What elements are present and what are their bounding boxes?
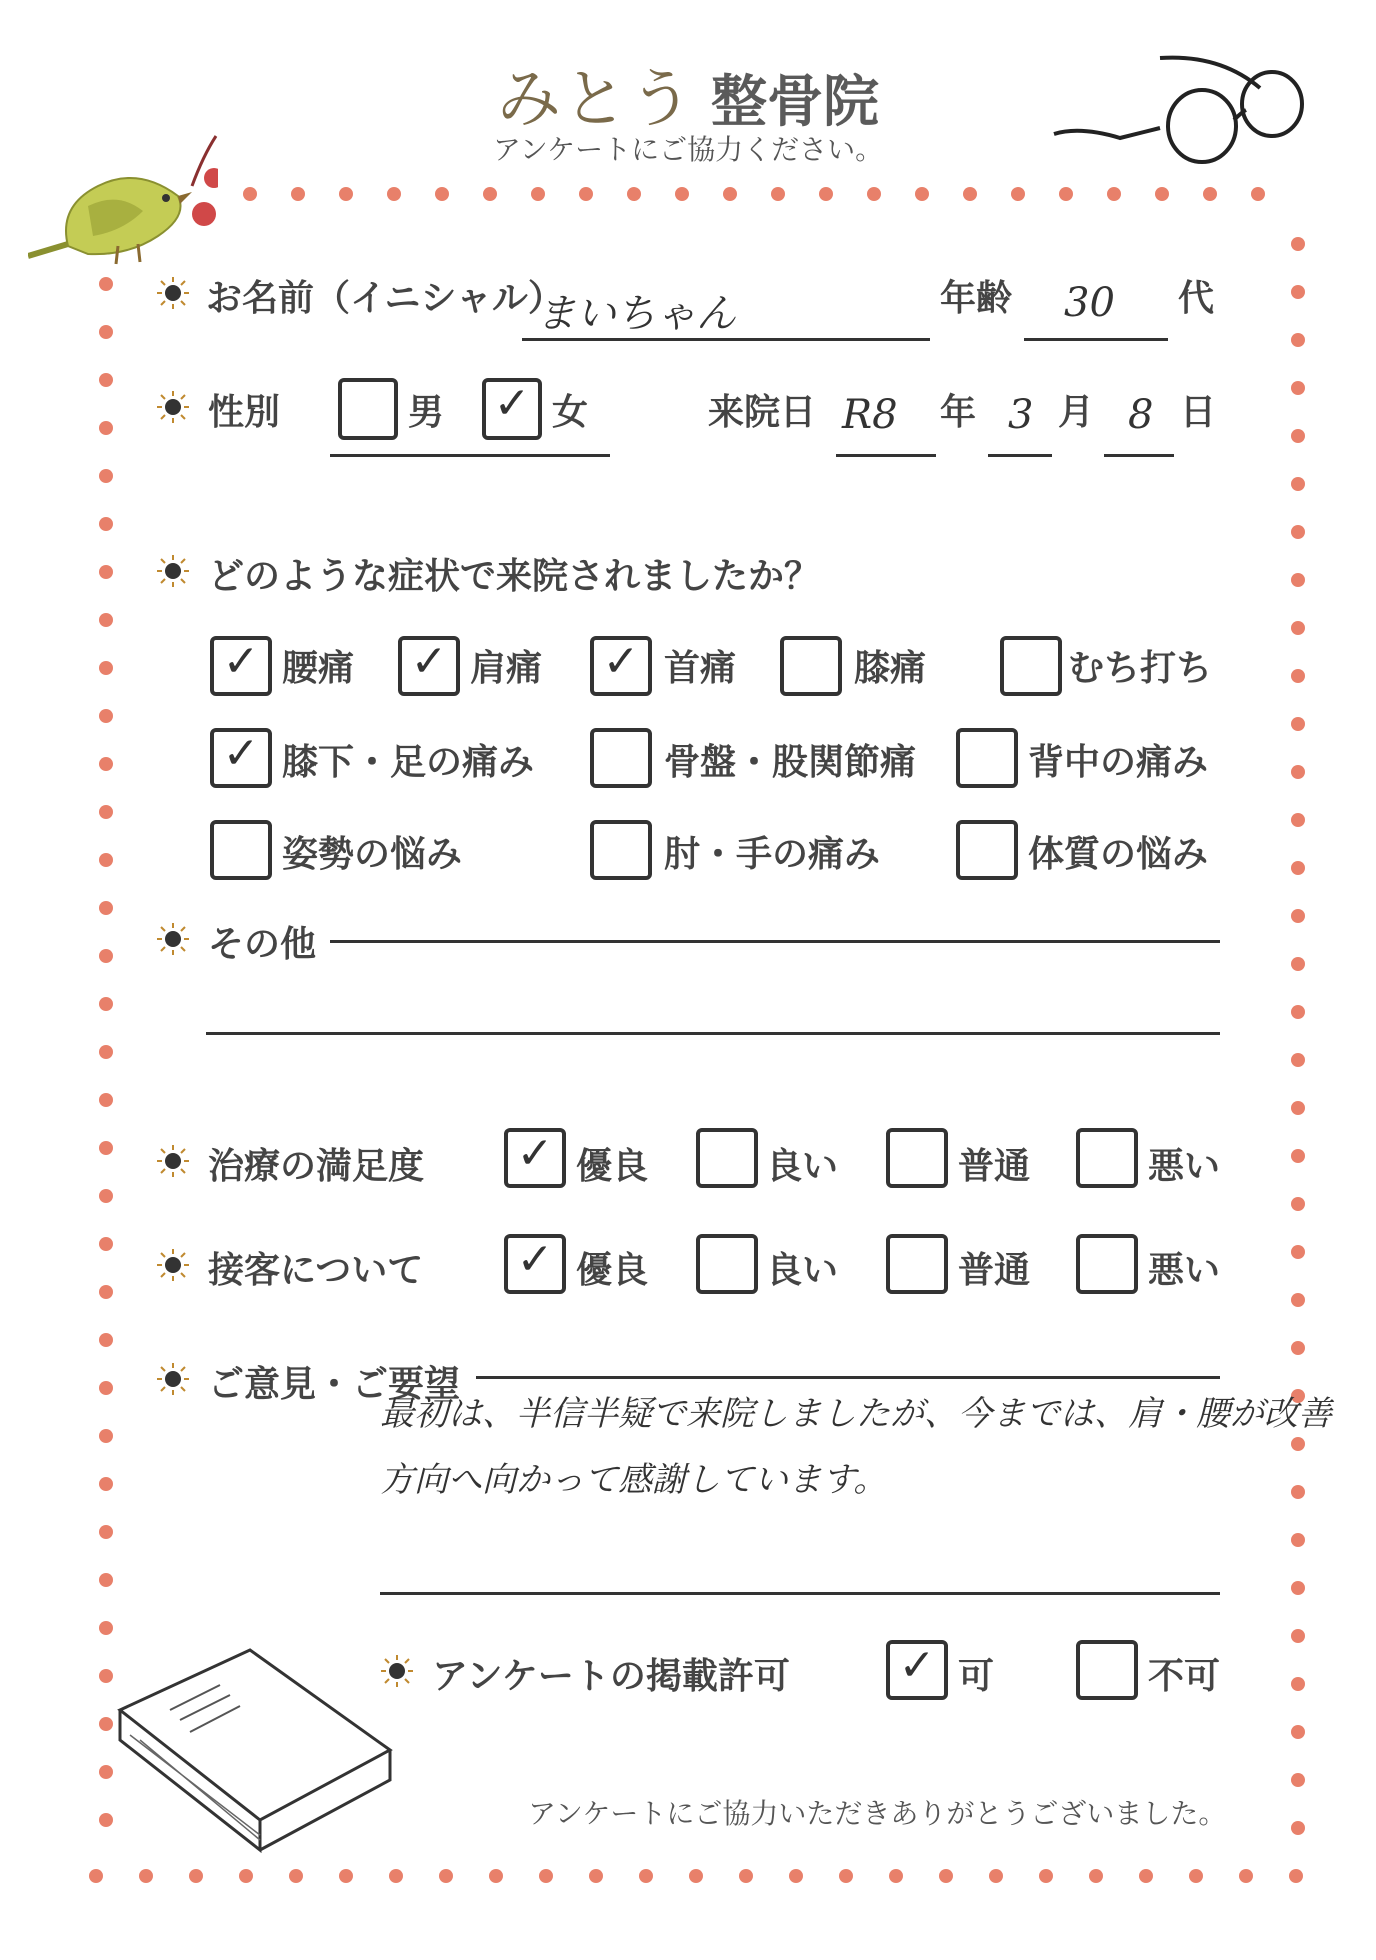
satisfaction-label-0: 優良 — [576, 1146, 649, 1187]
satisfaction-checkbox-1[interactable] — [696, 1128, 758, 1188]
symptom-label-8: 姿勢の悩み — [282, 834, 463, 875]
border-dot — [689, 1869, 703, 1883]
border-dot — [723, 187, 737, 201]
sun-bullet-icon — [380, 1654, 414, 1688]
border-dot — [531, 187, 545, 201]
visit-year-unit: 年 — [940, 392, 977, 433]
service-label: 接客について — [208, 1250, 424, 1291]
symptom-checkbox-1[interactable]: ✓ — [398, 636, 460, 696]
border-dot — [99, 1573, 113, 1587]
symptom-label-7: 背中の痛み — [1028, 742, 1209, 783]
other-label: その他 — [208, 924, 317, 965]
border-dot — [99, 709, 113, 723]
border-dot — [99, 1333, 113, 1347]
border-dot — [639, 1869, 653, 1883]
title-main: みとう — [497, 63, 695, 137]
border-dot — [89, 1869, 103, 1883]
opinion-comment-line-2[interactable]: 方向へ向かって感謝しています。 — [380, 1460, 888, 1500]
sun-bullet-icon — [156, 1362, 190, 1396]
border-dot — [99, 661, 113, 675]
satisfaction-checkbox-0[interactable]: ✓ — [504, 1128, 566, 1188]
border-dot — [1291, 717, 1305, 731]
symptom-checkbox-3[interactable] — [780, 636, 842, 696]
border-dot — [1189, 1869, 1203, 1883]
border-dot — [1291, 1677, 1305, 1691]
border-dot — [1291, 477, 1305, 491]
border-dot — [1291, 1533, 1305, 1547]
gender-female-label: 女 — [552, 392, 589, 433]
opinion-line-top — [476, 1376, 1220, 1379]
symptom-checkbox-8[interactable] — [210, 820, 272, 880]
border-dot — [1291, 1245, 1305, 1259]
border-dot — [1139, 1869, 1153, 1883]
border-dot — [99, 901, 113, 915]
border-dot — [1291, 1149, 1305, 1163]
border-dot — [739, 1869, 753, 1883]
border-dot — [963, 187, 977, 201]
gender-female-checkbox[interactable]: ✓ — [482, 378, 542, 440]
border-dot — [1291, 1005, 1305, 1019]
symptom-label-10: 体質の悩み — [1028, 834, 1209, 875]
border-dot — [1291, 1773, 1305, 1787]
satisfaction-label-3: 悪い — [1148, 1146, 1221, 1187]
other-line-1[interactable] — [330, 940, 1220, 943]
sun-bullet-icon — [156, 1248, 190, 1282]
visit-year-underline — [836, 454, 936, 457]
border-dot — [1107, 187, 1121, 201]
service-checkbox-2[interactable] — [886, 1234, 948, 1294]
border-dot — [483, 187, 497, 201]
visit-month-value[interactable]: 3 — [1008, 392, 1034, 438]
border-dot — [99, 997, 113, 1011]
border-dot — [589, 1869, 603, 1883]
border-dot — [99, 613, 113, 627]
border-dot — [1291, 1197, 1305, 1211]
visit-day-unit: 日 — [1180, 392, 1217, 433]
border-dot — [435, 187, 449, 201]
border-dot — [1289, 1869, 1303, 1883]
border-dot — [99, 1189, 113, 1203]
opinion-label: ご意見・ご要望 — [208, 1364, 461, 1405]
border-dot — [675, 187, 689, 201]
border-dot — [1291, 573, 1305, 587]
symptom-label-3: 膝痛 — [854, 648, 927, 689]
other-line-2[interactable] — [206, 1032, 1220, 1035]
age-value[interactable]: 30 — [1064, 280, 1115, 326]
border-dot — [339, 187, 353, 201]
border-dot — [1291, 621, 1305, 635]
border-dot — [1039, 1869, 1053, 1883]
border-dot — [99, 1093, 113, 1107]
gender-male-label: 男 — [408, 392, 445, 433]
border-dot — [99, 325, 113, 339]
border-dot — [1011, 187, 1025, 201]
border-dot — [1291, 1293, 1305, 1307]
border-dot — [889, 1869, 903, 1883]
border-dot — [139, 1869, 153, 1883]
border-dot — [389, 1869, 403, 1883]
symptom-checkbox-9[interactable] — [590, 820, 652, 880]
border-dot — [867, 187, 881, 201]
symptoms-question: どのような症状で来院されましたか？ — [208, 556, 821, 597]
border-dot — [1155, 187, 1169, 201]
border-dot — [99, 1525, 113, 1539]
border-dot — [1291, 861, 1305, 875]
visit-year-value[interactable]: R8 — [842, 392, 898, 438]
symptom-label-0: 腰痛 — [282, 648, 355, 689]
gender-male-checkbox[interactable] — [338, 378, 398, 440]
symptom-label-5: 膝下・足の痛み — [282, 742, 535, 783]
border-dot — [1239, 1869, 1253, 1883]
name-value[interactable]: まいちゃん — [536, 291, 736, 337]
visit-date-label: 来院日 — [708, 392, 817, 433]
visit-day-value[interactable]: 8 — [1128, 392, 1154, 438]
symptom-checkbox-10[interactable] — [956, 820, 1018, 880]
border-dot — [1291, 1437, 1305, 1451]
border-dot — [99, 949, 113, 963]
border-dot — [1291, 429, 1305, 443]
service-label-2: 普通 — [958, 1250, 1031, 1291]
border-dot — [819, 187, 833, 201]
border-dot — [1089, 1869, 1103, 1883]
border-dot — [939, 1869, 953, 1883]
symptom-checkbox-2[interactable]: ✓ — [590, 636, 652, 696]
visit-day-underline — [1104, 454, 1174, 457]
symptom-label-9: 肘・手の痛み — [664, 834, 881, 875]
border-dot — [1291, 1581, 1305, 1595]
symptom-checkbox-7[interactable] — [956, 728, 1018, 788]
service-label-0: 優良 — [576, 1250, 649, 1291]
border-dot — [1291, 669, 1305, 683]
service-label-3: 悪い — [1148, 1250, 1221, 1291]
border-dot — [489, 1869, 503, 1883]
border-dot — [243, 187, 257, 201]
satisfaction-label-2: 普通 — [958, 1146, 1031, 1187]
symptom-label-4: むち打ち — [1068, 648, 1213, 689]
border-dot — [439, 1869, 453, 1883]
border-dot — [771, 187, 785, 201]
opinion-line-bottom — [380, 1592, 1220, 1595]
permission-allow-label: 可 — [958, 1656, 995, 1697]
border-dot — [99, 517, 113, 531]
visit-month-unit: 月 — [1058, 392, 1095, 433]
service-checkbox-0[interactable]: ✓ — [504, 1234, 566, 1294]
border-dot — [1291, 909, 1305, 923]
age-underline — [1024, 338, 1168, 341]
age-label: 年齢 — [940, 278, 1013, 319]
border-dot — [1291, 1053, 1305, 1067]
service-checkbox-3[interactable] — [1076, 1234, 1138, 1294]
border-dot — [99, 1285, 113, 1299]
border-dot — [1291, 333, 1305, 347]
border-dot — [1291, 1629, 1305, 1643]
border-dot — [99, 1621, 113, 1635]
sun-bullet-icon — [156, 554, 190, 588]
symptom-label-6: 骨盤・股関節痛 — [664, 742, 917, 783]
permission-deny-label: 不可 — [1148, 1656, 1221, 1697]
border-dot — [99, 421, 113, 435]
border-dot — [1291, 957, 1305, 971]
sun-bullet-icon — [156, 390, 190, 424]
border-dot — [1291, 285, 1305, 299]
symptom-label-1: 肩痛 — [470, 648, 543, 689]
sun-bullet-icon — [156, 922, 190, 956]
border-dot — [1251, 187, 1265, 201]
symptom-checkbox-4[interactable] — [1000, 636, 1062, 696]
symptom-checkbox-6[interactable] — [590, 728, 652, 788]
border-dot — [289, 1869, 303, 1883]
border-dot — [1291, 1341, 1305, 1355]
satisfaction-label: 治療の満足度 — [208, 1146, 425, 1187]
border-dot — [1291, 813, 1305, 827]
page-subtitle: アンケートにご協力ください。 — [492, 133, 884, 166]
age-suffix: 代 — [1178, 278, 1215, 319]
border-dot — [99, 373, 113, 387]
border-dot — [1291, 1821, 1305, 1835]
sun-bullet-icon — [156, 1144, 190, 1178]
border-dot — [239, 1869, 253, 1883]
border-dot — [99, 1429, 113, 1443]
border-dot — [789, 1869, 803, 1883]
service-checkbox-1[interactable] — [696, 1234, 758, 1294]
border-dot — [579, 187, 593, 201]
border-dot — [1203, 187, 1217, 201]
symptom-checkbox-5[interactable]: ✓ — [210, 728, 272, 788]
border-dot — [339, 1869, 353, 1883]
border-dot — [99, 1045, 113, 1059]
satisfaction-checkbox-3[interactable] — [1076, 1128, 1138, 1188]
page-title — [0, 48, 1376, 140]
border-dot — [99, 1237, 113, 1251]
border-dot — [1291, 1485, 1305, 1499]
border-dot — [627, 187, 641, 201]
border-dot — [839, 1869, 853, 1883]
permission-deny-checkbox[interactable] — [1076, 1640, 1138, 1700]
border-dot — [1291, 237, 1305, 251]
border-dot — [539, 1869, 553, 1883]
border-dot — [1059, 187, 1073, 201]
satisfaction-checkbox-2[interactable] — [886, 1128, 948, 1188]
visit-month-underline — [988, 454, 1052, 457]
gender-label: 性別 — [208, 392, 281, 433]
border-dot — [915, 187, 929, 201]
border-dot — [989, 1869, 1003, 1883]
border-dot — [387, 187, 401, 201]
border-dot — [1291, 1101, 1305, 1115]
border-dot — [1291, 525, 1305, 539]
book-icon — [110, 1640, 400, 1860]
border-dot — [291, 187, 305, 201]
border-dot — [99, 469, 113, 483]
footer-thanks: アンケートにご協力いただきありがとうございました。 — [528, 1797, 1227, 1830]
border-dot — [189, 1869, 203, 1883]
border-dot — [99, 1477, 113, 1491]
permission-label: アンケートの掲載許可 — [432, 1656, 790, 1697]
service-label-1: 良い — [766, 1250, 839, 1291]
sun-bullet-icon — [156, 276, 190, 310]
border-dot — [99, 805, 113, 819]
border-dot — [99, 757, 113, 771]
name-underline — [522, 338, 930, 341]
border-dot — [99, 1141, 113, 1155]
border-dot — [99, 277, 113, 291]
symptom-label-2: 首痛 — [664, 648, 737, 689]
satisfaction-label-1: 良い — [766, 1146, 839, 1187]
border-dot — [1291, 1725, 1305, 1739]
border-dot — [99, 853, 113, 867]
symptom-checkbox-0[interactable]: ✓ — [210, 636, 272, 696]
border-dot — [1291, 765, 1305, 779]
border-dot — [99, 1381, 113, 1395]
title-sub: 整骨院 — [711, 70, 879, 135]
border-dot — [1291, 381, 1305, 395]
name-label: お名前（イニシャル） — [206, 278, 564, 319]
opinion-comment-line-1[interactable]: 最初は、半信半疑で来院しましたが、今までは、肩・腰が改善 — [380, 1394, 1332, 1434]
border-dot — [99, 565, 113, 579]
gender-underline — [330, 454, 610, 457]
permission-allow-checkbox[interactable]: ✓ — [886, 1640, 948, 1700]
